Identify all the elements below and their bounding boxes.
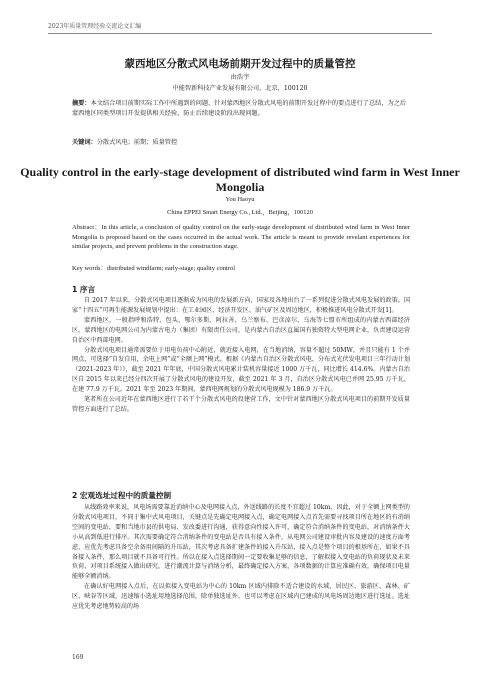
english-author: You Haoyu xyxy=(225,196,255,203)
paragraph: 分散式风电项目通常需要位于用电负荷中心附近，就近接入电网，在当地消纳，容量不超过 50MW，并且只能有 1 个并网点，可选择“自发自用，余电上网”或“全额上网”模式。根据《内蒙古自治区分散式风电、分布式光伏发电项目三年行动计划（2021-2023 年）》，截至 2021 年年底，中国分散式风电累计装机容量接近 1000 万千瓦，同比增长 414.6%。内蒙古自治区自 2015 年以来已经分四次开展了分散式风电的建设开发，截至 2021 年 3 月，自治区分散式风电已并网 25.95 万千瓦，在建 77.9 万千瓦。2021 年至 2023 年期间，蒙西电网规划的分散式风电规模为 186.9 万千瓦。 xyxy=(72,346,410,394)
chinese-keywords-label: 关键词： xyxy=(72,139,97,146)
english-abstract-label: Abstract： xyxy=(72,224,102,231)
section-1-body xyxy=(72,296,410,415)
chinese-affiliation: 中能智新科技产业发展有限公司，北京，100120 xyxy=(172,85,308,92)
page-number: 169 xyxy=(72,654,84,661)
english-keywords-text: distributed windfarm; early-stage; quality control xyxy=(106,265,236,272)
paragraph: 从线路效率来说，风电场需要靠近消纳中心及电网接入点，外送线路的长度不宜超过 10km，因此，对于全额上网类型的分散式风电项目，不同于集中式风电项目，关键点是先确定电网接入点，确定电网接入点首先需要寻找项目所在地区的有消纳空间的变电站，要和当地市县的供电局、发改委进行沟通，获得意向性接入许可，确定符合消纳条件的变电站，对消纳条件大小从高到低进行排序。其次需要确定符合消纳条件的变电站是否具有接入条件，从电网公司建设审批内容及建设的速度方面考虑，应优先考虑具备空余备用间隔的升压站，其次考虑具备扩建条件的接入升压站，接入点是整个项目的根基所在，如果不具备接入条件，那么项目就不具备可行性。所以在接入点选择期间一定要收集足够的信息，了解拟接入变电站的负荷现状及未来负荷，对项目系统接入做出研究，进行潮流计算与消纳分析，最终确定接入方案，各项数据的计算应准确有效，确保项目电量能够全额消纳。 xyxy=(72,504,410,581)
chinese-abstract xyxy=(72,99,410,118)
english-abstract-text: In this article, a conclusion of quality control on the early-stage development of distributed wind farm in West Inner Mongolia is proposed based on the cases occurred in the actual work. The article is meant to provide revelant experiences for similar projects, and prevent problems in the construction stage. xyxy=(72,224,410,251)
chinese-keywords-text: 分散式风电；前期；质量管控 xyxy=(96,139,178,146)
paragraph: 自 2017 年以来，分散式风电项目逐渐成为风电的发展新方向，国家及各地出台了一系列促进分散式风电发展的政策。国家“十四五”可再生能源发展规划中提出：在工业园区、经济开发区、油气矿区及周边地区，积极推进风电分散式开发[1]。 xyxy=(72,297,410,314)
paragraph: 蒙西地区，一般指呼和浩特、包头、鄂尔多斯、阿拉善、乌兰察布、巴彦淖尔、乌海等七盟市所组成的内蒙古西部经济区。蒙西地区的电网公司为内蒙古电力（集团）有限责任公司，是内蒙古自治区直属国有独资特大型电网企业，负责建设运营自治区中西部电网。 xyxy=(72,316,410,344)
chinese-title: 蒙西地区分散式风电场前期开发过程中的质量管控 xyxy=(124,58,356,70)
english-keywords xyxy=(72,264,410,274)
chinese-keywords xyxy=(72,138,410,148)
english-title: Quality control in the early-stage development of distributed wind farm in West Inner Mongolia xyxy=(20,165,460,194)
header-rule xyxy=(48,33,432,34)
running-header: 2023年质量管理经验交流论文汇编 xyxy=(48,23,142,30)
chinese-abstract-label: 摘要： xyxy=(72,100,91,107)
paragraph: 在确认好电网接入点后，在以拟接入变电站为中心的 10km 区域内排除不适合建设的水域、居民区、旅游区、森林、矿区、峡谷等区域，迅速缩小选址用地选择范围，除单独选址外，也可以考虑在区域内已建成的风电场周边地区进行选址。选址应优先考虑地势较高的场 xyxy=(72,583,410,611)
section-2-body xyxy=(72,503,410,612)
english-abstract xyxy=(72,223,410,252)
chinese-abstract-text: 本文结合项目前期实际工作中所遇到的问题，针对蒙西地区分散式风电的前期开发过程中的要点进行了总结，为之后蒙西地区同类型项目开发提供相关经验，防止后续建设阶段出现问题。 xyxy=(72,100,407,117)
section-1-heading: 1 序言 xyxy=(72,285,96,294)
paragraph: 笔者所在公司近年在蒙西地区进行了若干个分散式风电的投建营工作，文中针对蒙西地区分散式风电项目的前期开发质量管控方面进行了总结。 xyxy=(72,396,410,413)
english-affiliation: China EPPEI Smart Energy Co., Ltd.，Beijing，100120 xyxy=(167,209,313,216)
section-2-heading: 2 宏观选址过程中的质量控制 xyxy=(72,491,172,500)
english-keywords-label: Key words： xyxy=(72,265,107,272)
chinese-author: 由浩宇 xyxy=(230,74,250,81)
